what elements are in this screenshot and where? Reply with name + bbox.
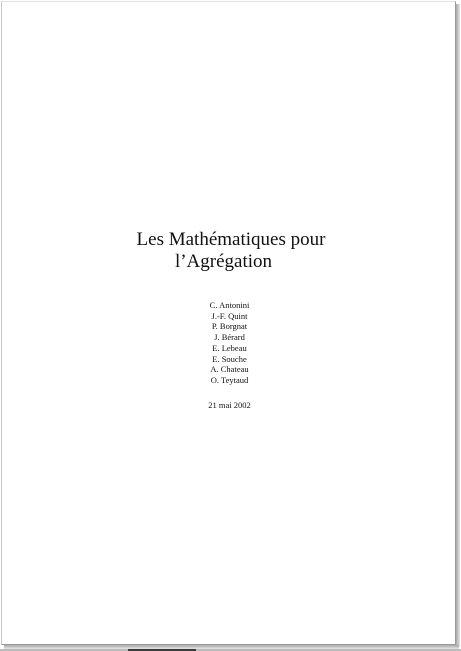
title-line: l’Agrégation <box>174 251 273 272</box>
author-name: J.-F. Quint <box>211 310 248 321</box>
author-name: O. Teytaud <box>210 374 249 385</box>
title-line: Les Mathématiques pour <box>136 229 326 250</box>
document-date: 21 mai 2002 <box>208 400 251 410</box>
author-name: A. Chateau <box>210 364 249 375</box>
author-name: E. Lebeau <box>212 342 247 353</box>
author-name: P. Borgnat <box>211 321 248 332</box>
document-page <box>1 1 456 645</box>
author-list <box>2 300 457 386</box>
author-name: J. Bérard <box>214 332 245 343</box>
page-shadow-right <box>456 4 460 647</box>
document-title <box>2 229 457 273</box>
author-name: E. Souche <box>212 353 247 364</box>
author-name: C. Antonini <box>209 300 250 310</box>
